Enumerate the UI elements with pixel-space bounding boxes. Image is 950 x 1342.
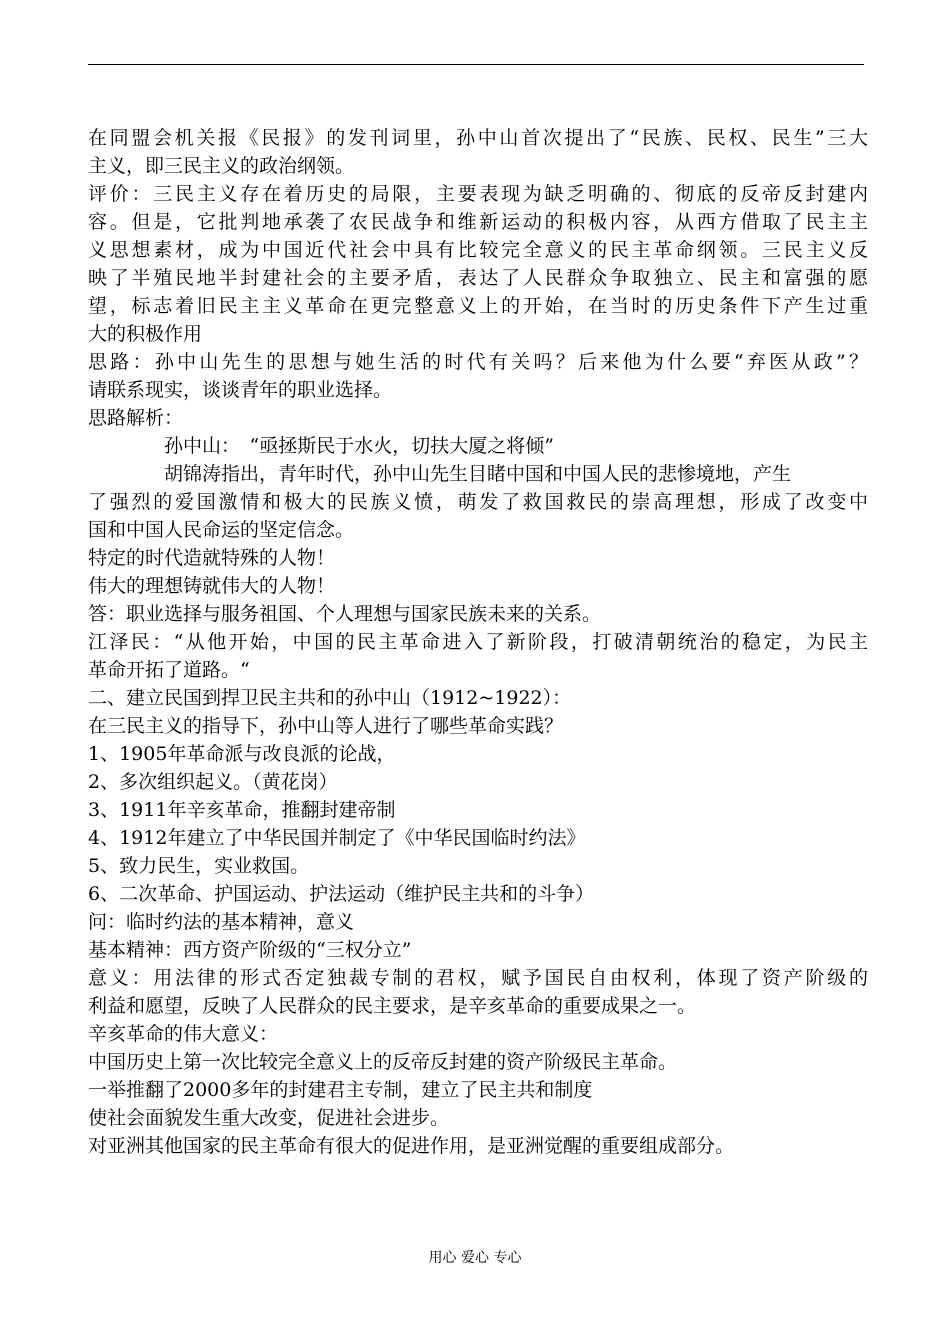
page-footer: 用心 爱心 专心 — [428, 1250, 522, 1266]
list-item: 6、二次革命、护国运动、护法运动（维护民主共和的斗争） — [88, 883, 595, 905]
text-line: 在三民主义的指导下，孙中山等人进行了哪些革命实践？ — [88, 715, 564, 737]
text-line: 中国历史上第一次比较完全意义上的反帝反封建的资产阶级民主革命。 — [88, 1051, 678, 1073]
text-line: 大的积极作用 — [88, 323, 203, 345]
text-line: 在同盟会机关报《民报》的发刊词里，孙中山首次提出了“民族、民权、民生”三大 — [88, 127, 868, 149]
list-item: 4、1912年建立了中华民国并制定了《中华民国临时约法》 — [88, 827, 586, 849]
text-line: 答：职业选择与服务祖国、个人理想与国家民族未来的关系。 — [88, 603, 602, 625]
text-line: 革命开拓了道路。“ — [88, 659, 250, 681]
text-line: 胡锦涛指出，青年时代，孙中山先生目睹中国和中国人民的悲惨境地，产生 — [164, 463, 792, 485]
text-line: 思路：孙中山先生的思想与她生活的时代有关吗？后来他为什么要“弃医从政”？ — [88, 351, 868, 373]
text-line: 基本精神：西方资产阶级的“三权分立” — [88, 939, 412, 961]
text-line: 特定的时代造就特殊的人物！ — [88, 547, 336, 569]
list-item: 2、多次组织起义。（黄花岗） — [88, 771, 338, 793]
header-rule — [88, 64, 864, 65]
text-line: 容。但是，它批判地承袭了农民战争和维新运动的积极内容，从西方借取了民主主 — [88, 211, 868, 233]
text-line: 使社会面貌发生重大改变，促进社会进步。 — [88, 1107, 450, 1129]
text-line: 主义，即三民主义的政治纲领。 — [88, 155, 355, 177]
text-line: 伟大的理想铸就伟大的人物！ — [88, 575, 336, 597]
text-line: 映了半殖民地半封建社会的主要矛盾，表达了人民群众争取独立、民主和富强的愿 — [88, 267, 868, 289]
text-line: 请联系现实，谈谈青年的职业选择。 — [88, 379, 393, 401]
section-heading: 二、建立民国到捍卫民主共和的孙中山（1912~1922）： — [88, 687, 572, 709]
text-line: 国和中国人民命运的坚定信念。 — [88, 519, 355, 541]
text-line: 了强烈的爱国激情和极大的民族义愤，萌发了救国救民的崇高理想，形成了改变中 — [88, 491, 868, 513]
text-line: 利益和愿望，反映了人民群众的民主要求，是辛亥革命的重要成果之一。 — [88, 995, 697, 1017]
text-line: 辛亥革命的伟大意义： — [88, 1023, 279, 1045]
text-line: 评价：三民主义存在着历史的局限，主要表现为缺乏明确的、彻底的反帝反封建内 — [88, 183, 868, 205]
list-item: 1、1905年革命派与改良派的论战， — [88, 743, 396, 765]
text-line: 问：临时约法的基本精神，意义 — [88, 911, 355, 933]
list-item: 5、致力民生，实业救国。 — [88, 855, 310, 877]
document-body — [88, 124, 868, 1160]
quote-line: 孙中山： “亟拯斯民于水火，切扶大厦之将倾” — [164, 435, 554, 457]
text-line: 对亚洲其他国家的民主革命有很大的促进作用，是亚洲觉醒的重要组成部分。 — [88, 1135, 735, 1157]
text-line: 江泽民：“从他开始，中国的民主革命进入了新阶段，打破清朝统治的稳定，为民主 — [88, 631, 868, 653]
text-line: 一举推翻了2000多年的封建君主专制，建立了民主共和制度 — [88, 1079, 593, 1101]
text-line: 意义：用法律的形式否定独裁专制的君权，赋予国民自由权利，体现了资产阶级的 — [88, 967, 868, 989]
text-line: 思路解析： — [88, 407, 184, 429]
list-item: 3、1911年辛亥革命，推翻封建帝制 — [88, 799, 396, 821]
text-line: 义思想素材，成为中国近代社会中具有比较完全意义的民主革命纲领。三民主义反 — [88, 239, 868, 261]
text-line: 望，标志着旧民主主义革命在更完整意义上的开始，在当时的历史条件下产生过重 — [88, 295, 868, 317]
